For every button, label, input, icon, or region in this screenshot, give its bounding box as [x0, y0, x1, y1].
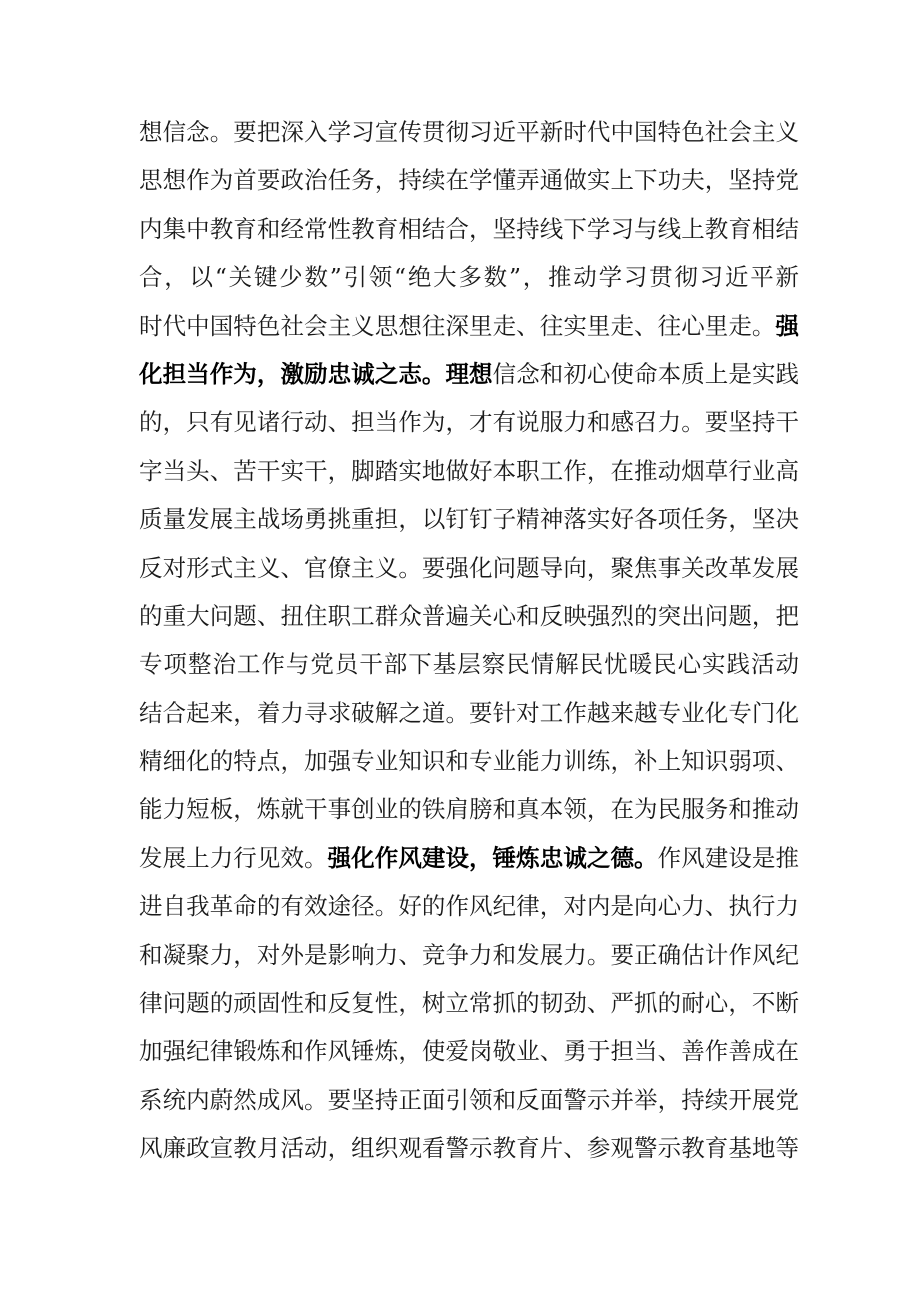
- text-line: [139, 737, 799, 785]
- bold-heading-text: 强化作风建设，锤炼忠诚之德。: [327, 843, 658, 872]
- body-text-run: 发展上力行见效。: [139, 843, 328, 872]
- body-text-run: 质量发展主战场勇挑重担，以钉钉子精神落实好各项任务，坚决: [139, 505, 799, 534]
- text-line: [139, 1124, 799, 1172]
- body-text-run: 能力短板，炼就干事创业的铁肩膀和真本领，在为民服务和推动: [139, 795, 799, 824]
- text-line: [139, 1027, 799, 1075]
- text-line: [139, 640, 799, 688]
- body-text-run: 思想作为首要政治任务，持续在学懂弄通做实上下功夫，坚持党: [139, 166, 799, 195]
- body-text-run: 加强纪律锻炼和作风锤炼，使爱岗敬业、勇于担当、善作善成在: [139, 1037, 799, 1066]
- text-line: [139, 689, 799, 737]
- text-line: [139, 350, 799, 398]
- text-line: [139, 592, 799, 640]
- text-line: [139, 544, 799, 592]
- body-text-run: 内集中教育和经常性教育相结合，坚持线下学习与线上教育相结: [139, 214, 799, 243]
- text-line: [139, 1076, 799, 1124]
- body-text-run: 和凝聚力，对外是影响力、竞争力和发展力。要正确估计作风纪: [139, 940, 799, 969]
- body-text-run: 时代中国特色社会主义思想往深里走、往实里走、往心里走。: [139, 311, 776, 340]
- bold-heading-text: 强: [775, 311, 799, 340]
- body-text-run: 律问题的顽固性和反复性，树立常抓的韧劲、严抓的耐心，不断: [139, 989, 799, 1018]
- text-line: [139, 882, 799, 930]
- text-line: [139, 253, 799, 301]
- body-text-run: 结合起来，着力寻求破解之道。要针对工作越来越专业化专门化: [139, 698, 799, 727]
- body-text-run: 风廉政宣教月活动，组织观看警示教育片、参观警示教育基地等: [139, 1134, 799, 1163]
- body-text-run: 的重大问题、扭住职工群众普遍关心和反映强烈的突出问题，把: [139, 601, 799, 630]
- body-text-run: 专项整治工作与党员干部下基层察民情解民忧暖民心实践活动: [139, 650, 799, 679]
- body-text-run: 系统内蔚然成风。要坚持正面引领和反面警示并举，持续开展党: [139, 1085, 799, 1114]
- body-text-run: 进自我革命的有效途径。好的作风纪律，对内是向心力、执行力: [139, 892, 799, 921]
- text-line: [139, 205, 799, 253]
- body-text-run: 合，以“关键少数”引领“绝大多数”，推动学习贯彻习近平新: [139, 263, 799, 292]
- text-line: [139, 785, 799, 833]
- text-line: [139, 834, 799, 882]
- body-text-run: 精细化的特点，加强专业知识和专业能力训练，补上知识弱项、: [139, 747, 799, 776]
- body-text-run: 作风建设是推: [657, 843, 800, 872]
- body-text-run: 的，只有见诸行动、担当作为，才有说服力和感召力。要坚持干: [139, 408, 799, 437]
- body-text-run: 想信念。要把深入学习宣传贯彻习近平新时代中国特色社会主义: [139, 118, 799, 146]
- text-line: [139, 398, 799, 446]
- text-line: [139, 979, 799, 1027]
- body-text: [139, 108, 799, 1173]
- text-line: [139, 108, 799, 156]
- bold-heading-text: 化担当作为，激励忠诚之志。理想: [139, 359, 493, 388]
- body-text-run: 反对形式主义、官僚主义。要强化问题导向，聚焦事关改革发展: [139, 553, 799, 582]
- text-line: [139, 495, 799, 543]
- text-line: [139, 302, 799, 350]
- body-text-run: 字当头、苦干实干，脚踏实地做好本职工作，在推动烟草行业高: [139, 456, 799, 485]
- body-text-run: 信念和初心使命本质上是实践: [492, 359, 800, 388]
- text-line: [139, 156, 799, 204]
- text-line: [139, 447, 799, 495]
- text-line: [139, 931, 799, 979]
